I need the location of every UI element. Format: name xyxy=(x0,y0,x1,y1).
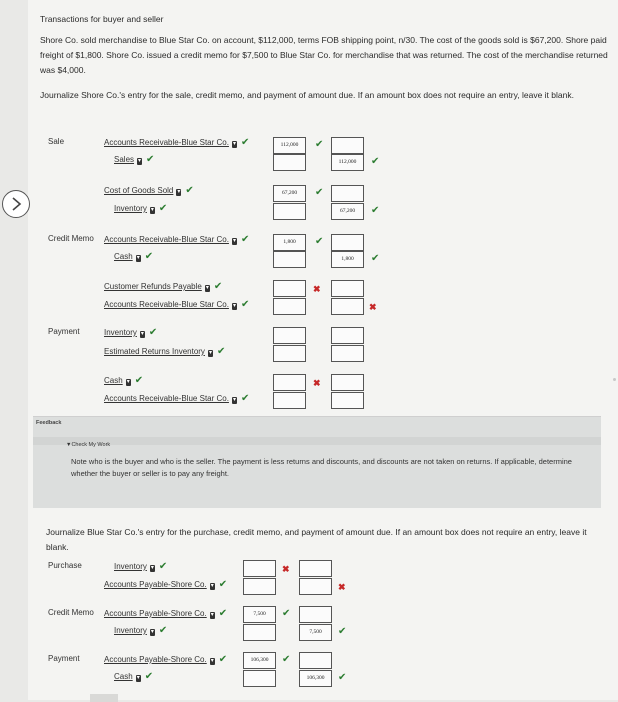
account-select-ar-1[interactable]: Accounts Receivable-Blue Star Co. ▾ ✔ xyxy=(104,137,250,148)
debit-input-cash-2[interactable] xyxy=(273,374,306,391)
credit-input-ap-3[interactable] xyxy=(299,652,332,669)
account-select-ar-3[interactable]: Accounts Receivable-Blue Star Co. ▾ ✔ xyxy=(104,299,250,310)
credit-input-inventory-1[interactable]: 67,200 xyxy=(331,203,364,220)
check-icon: ✔ xyxy=(158,561,168,572)
account-select-buyer-inventory-2[interactable]: Inventory ▾ ✔ xyxy=(114,625,168,636)
debit-input-buyer-cash[interactable] xyxy=(243,670,276,687)
dropdown-icon: ▾ xyxy=(232,238,236,244)
check-icon: ✔ xyxy=(144,251,154,262)
debit-input-ar-4[interactable] xyxy=(273,392,306,409)
account-select-cogs[interactable]: Cost of Goods Sold ▾ ✔ xyxy=(104,185,194,196)
check-icon: ✔ xyxy=(185,185,194,196)
feedback-divider xyxy=(33,437,601,445)
dropdown-icon: ▾ xyxy=(208,350,212,356)
credit-memo-label: Credit Memo xyxy=(48,234,94,243)
credit-input-sale[interactable]: 112,000 xyxy=(331,154,364,171)
cross-icon: ✖ xyxy=(282,564,290,574)
check-icon: ✔ xyxy=(240,137,250,148)
dropdown-icon: ▾ xyxy=(140,331,144,337)
debit-input-sale[interactable]: 112,000 xyxy=(273,137,306,154)
feedback-title: Feedback xyxy=(36,420,62,426)
account-select-ap-2[interactable]: Accounts Payable-Shore Co. ▾ ✔ xyxy=(104,608,228,619)
account-select-sales[interactable]: Sales ▾ ✔ xyxy=(114,154,155,165)
check-icon: ✔ xyxy=(371,205,380,216)
credit-input-purchase[interactable] xyxy=(299,578,332,595)
account-select-cash-2[interactable]: Cash ▾ ✔ xyxy=(104,375,144,386)
check-icon: ✔ xyxy=(282,654,291,665)
check-icon: ✔ xyxy=(213,281,223,292)
feedback-note: Note who is the buyer and who is the seller. The payment is less returns and discounts, and discounts are not taken on returns. If applicable, determine whether the buyer or seller is to pay any freight. xyxy=(71,457,572,478)
cross-icon: ✖ xyxy=(369,302,377,312)
check-icon: ✔ xyxy=(315,187,324,198)
dropdown-icon: ▾ xyxy=(210,612,214,618)
debit-input-buyer-inventory-2[interactable] xyxy=(243,624,276,641)
dropdown-icon: ▾ xyxy=(232,303,236,309)
check-icon: ✔ xyxy=(338,672,347,683)
credit-input-freight[interactable]: 1,800 xyxy=(331,251,364,268)
problem-text: Shore Co. sold merchandise to Blue Star Co. on account, $112,000, terms FOB shipping point, n/30. The cost of the goods sold is $67,200. Shore paid freight of $1,800. Shore Co. issued a credit memo for $7,500 to Blue Star Co. for merchandise that was returned. The cost of the merchandise returned was $4,000. xyxy=(40,35,608,75)
debit-input-freight[interactable]: 1,800 xyxy=(273,234,306,251)
debit-input-purchase[interactable] xyxy=(243,560,276,577)
feedback-panel xyxy=(33,416,601,508)
credit-input-customer-refunds[interactable] xyxy=(331,280,364,297)
purchase-label: Purchase xyxy=(48,561,82,570)
seller-instruction: Journalize Shore Co.'s entry for the sale, credit memo, and payment of amount due. If an amount box does not require an entry, leave it blank. xyxy=(40,90,574,100)
buyer-payment-label: Payment xyxy=(48,654,80,663)
credit-input-ar-2[interactable] xyxy=(331,234,364,251)
cross-icon: ✖ xyxy=(338,582,346,592)
credit-input-inventory-2[interactable] xyxy=(331,327,364,344)
check-icon: ✔ xyxy=(144,671,154,682)
check-icon: ✔ xyxy=(134,375,144,386)
account-select-inventory-1[interactable]: Inventory ▾ ✔ xyxy=(114,203,168,214)
account-select-cash-1[interactable]: Cash ▾ ✔ xyxy=(114,251,154,262)
account-select-ar-2[interactable]: Accounts Receivable-Blue Star Co. ▾ ✔ xyxy=(104,234,250,245)
dropdown-icon: ▾ xyxy=(232,397,236,403)
dropdown-icon: ▾ xyxy=(210,658,214,664)
account-select-est-returns[interactable]: Estimated Returns Inventory ▾ ✔ xyxy=(104,346,226,357)
debit-input-ar-3[interactable] xyxy=(273,298,306,315)
credit-input-cogs[interactable] xyxy=(331,185,364,202)
decorative-dot xyxy=(613,378,616,381)
debit-input-cm[interactable]: 7,500 xyxy=(243,606,276,623)
cross-icon: ✖ xyxy=(313,378,321,388)
account-select-buyer-inventory-1[interactable]: Inventory ▾ ✔ xyxy=(114,561,168,572)
check-icon: ✔ xyxy=(158,625,168,636)
dropdown-icon: ▾ xyxy=(205,285,209,291)
check-icon: ✔ xyxy=(371,156,380,167)
account-select-ar-4[interactable]: Accounts Receivable-Blue Star Co. ▾ ✔ xyxy=(104,393,250,404)
check-icon: ✔ xyxy=(371,253,380,264)
debit-input-est-returns[interactable] xyxy=(273,345,306,362)
debit-input-customer-refunds[interactable] xyxy=(273,280,306,297)
check-icon: ✔ xyxy=(240,393,250,404)
credit-input-ap-2[interactable] xyxy=(299,606,332,623)
check-icon: ✔ xyxy=(282,608,291,619)
buyer-instruction: Journalize Blue Star Co.'s entry for the purchase, credit memo, and payment of amount due. If an amount box does not require an entry, leave it blank. xyxy=(46,527,587,552)
expand-button[interactable] xyxy=(2,190,30,218)
account-select-ap-3[interactable]: Accounts Payable-Shore Co. ▾ ✔ xyxy=(104,654,228,665)
dropdown-icon: ▾ xyxy=(210,583,214,589)
dropdown-icon: ▾ xyxy=(126,379,130,385)
check-icon: ✔ xyxy=(218,608,228,619)
chevron-right-icon xyxy=(10,197,22,211)
dropdown-icon: ▾ xyxy=(138,158,142,164)
check-icon: ✔ xyxy=(216,346,226,357)
account-select-ap-1[interactable]: Accounts Payable-Shore Co. ▾ ✔ xyxy=(104,579,228,590)
credit-input-cm[interactable]: 7,500 xyxy=(299,624,332,641)
account-select-buyer-cash[interactable]: Cash ▾ ✔ xyxy=(114,671,154,682)
check-icon: ✔ xyxy=(218,654,228,665)
check-icon: ✔ xyxy=(146,154,155,165)
dropdown-icon: ▾ xyxy=(150,629,154,635)
check-icon: ✔ xyxy=(240,299,250,310)
debit-input-ap-1[interactable] xyxy=(243,578,276,595)
dropdown-icon: ▾ xyxy=(150,207,154,213)
check-icon: ✔ xyxy=(315,139,324,150)
debit-input-pay[interactable]: 106,300 xyxy=(243,652,276,669)
credit-input-buyer-inventory-1[interactable] xyxy=(299,560,332,577)
debit-input-cash-1[interactable] xyxy=(273,251,306,268)
account-select-customer-refunds[interactable]: Customer Refunds Payable ▾ ✔ xyxy=(104,281,223,292)
payment-label: Payment xyxy=(48,327,80,336)
problem-page xyxy=(28,0,618,700)
debit-input-cogs[interactable]: 67,200 xyxy=(273,185,306,202)
cross-icon: ✖ xyxy=(313,284,321,294)
feedback-tab-partial[interactable] xyxy=(90,694,118,702)
page-title: Transactions for buyer and seller xyxy=(40,14,164,24)
check-icon: ✔ xyxy=(240,234,250,245)
sale-label: Sale xyxy=(48,137,65,146)
dropdown-icon: ▾ xyxy=(177,189,181,195)
credit-input-ar-1[interactable] xyxy=(331,137,364,154)
credit-input-pay[interactable]: 106,300 xyxy=(299,670,332,687)
dropdown-icon: ▾ xyxy=(232,141,236,147)
check-icon: ✔ xyxy=(158,203,168,214)
credit-input-cash-2[interactable] xyxy=(331,374,364,391)
buyer-credit-memo-label: Credit Memo xyxy=(48,608,94,617)
check-icon: ✔ xyxy=(338,626,347,637)
credit-input-ar-4[interactable] xyxy=(331,392,364,409)
debit-input-inventory-1[interactable] xyxy=(273,203,306,220)
check-icon: ✔ xyxy=(315,236,324,247)
debit-input-inventory-2[interactable] xyxy=(273,327,306,344)
credit-input-est-returns[interactable] xyxy=(331,345,364,362)
dropdown-icon: ▾ xyxy=(150,565,154,571)
check-icon: ✔ xyxy=(148,327,158,338)
dropdown-icon: ▾ xyxy=(136,255,140,261)
credit-input-ar-3[interactable] xyxy=(331,298,364,315)
account-select-inventory-2[interactable]: Inventory ▾ ✔ xyxy=(104,327,158,338)
check-my-work-toggle[interactable]: ▼Check My Work xyxy=(66,442,111,448)
check-icon: ✔ xyxy=(218,579,228,590)
debit-input-sales[interactable] xyxy=(273,154,306,171)
dropdown-icon: ▾ xyxy=(136,675,140,681)
